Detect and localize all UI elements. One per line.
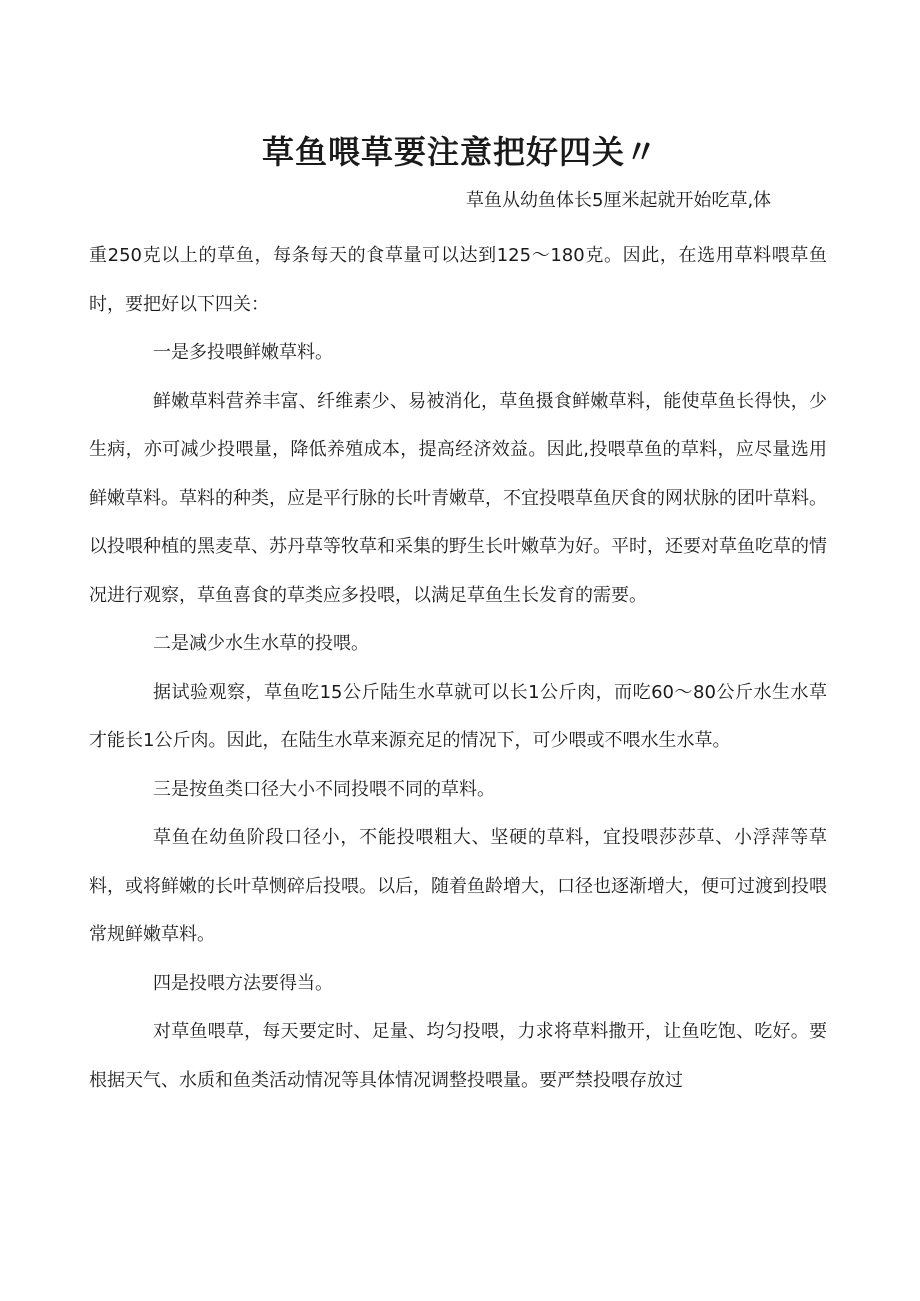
document-title: 草鱼喂草要注意把好四关〃	[261, 133, 658, 171]
section-heading: 二是减少水生水草的投喂。	[153, 633, 369, 654]
section-paragraph: 对草鱼喂草，每天要定时、足量、均匀投喂，力求将草料撒开，让鱼吃饱、吃好。要根据天气、水质和鱼类活动情况等具体情况调整投喂量。要严禁投喂存放过	[89, 1021, 827, 1091]
document-body	[89, 232, 827, 1105]
section-paragraph: 鲜嫩草料营养丰富、纤维素少、易被消化，草鱼摄食鲜嫩草料，能使草鱼长得快，少生病，亦可减少投喂量，降低养殖成本，提高经济效益。因此,投喂草鱼的草料，应尽量选用鲜嫩草料。草料的种类，应是平行脉的长叶青嫩草，不宜投喂草鱼厌食的网状脉的团叶草料。以投喂种植的黑麦草、苏丹草等牧草和采集的野生长叶嫩草为好。平时，还要对草鱼吃草的情况进行观察，草鱼喜食的草类应多投喂，以满足草鱼生长发育的需要。	[89, 390, 827, 606]
intro-paragraph: 重250克以上的草鱼，每条每天的食草量可以达到125～180克。因此，在选用草料喂草鱼时，要把好以下四关：	[89, 245, 827, 315]
section-paragraph: 据试验观察，草鱼吃15公斤陆生水草就可以长1公斤肉，而吃60～80公斤水生水草才能长1公斤肉。因此，在陆生水草来源充足的情况下，可少喂或不喂水生水草。	[89, 681, 827, 751]
section-heading: 一是多投喂鲜嫩草料。	[153, 342, 333, 363]
section-paragraph: 草鱼在幼鱼阶段口径小，不能投喂粗大、坚硬的草料，宜投喂莎莎草、小浮萍等草料，或将鲜嫩的长叶草恻碎后投喂。以后，随着鱼龄增大，口径也逐渐增大，便可过渡到投喂常规鲜嫩草料。	[89, 827, 827, 945]
intro-paragraph-first-line: 草鱼从幼鱼体长5厘米起就开始吃草,体	[466, 190, 772, 211]
section-heading: 三是按鱼类口径大小不同投喂不同的草料。	[153, 778, 495, 800]
section-heading: 四是投喂方法要得当。	[153, 972, 333, 994]
